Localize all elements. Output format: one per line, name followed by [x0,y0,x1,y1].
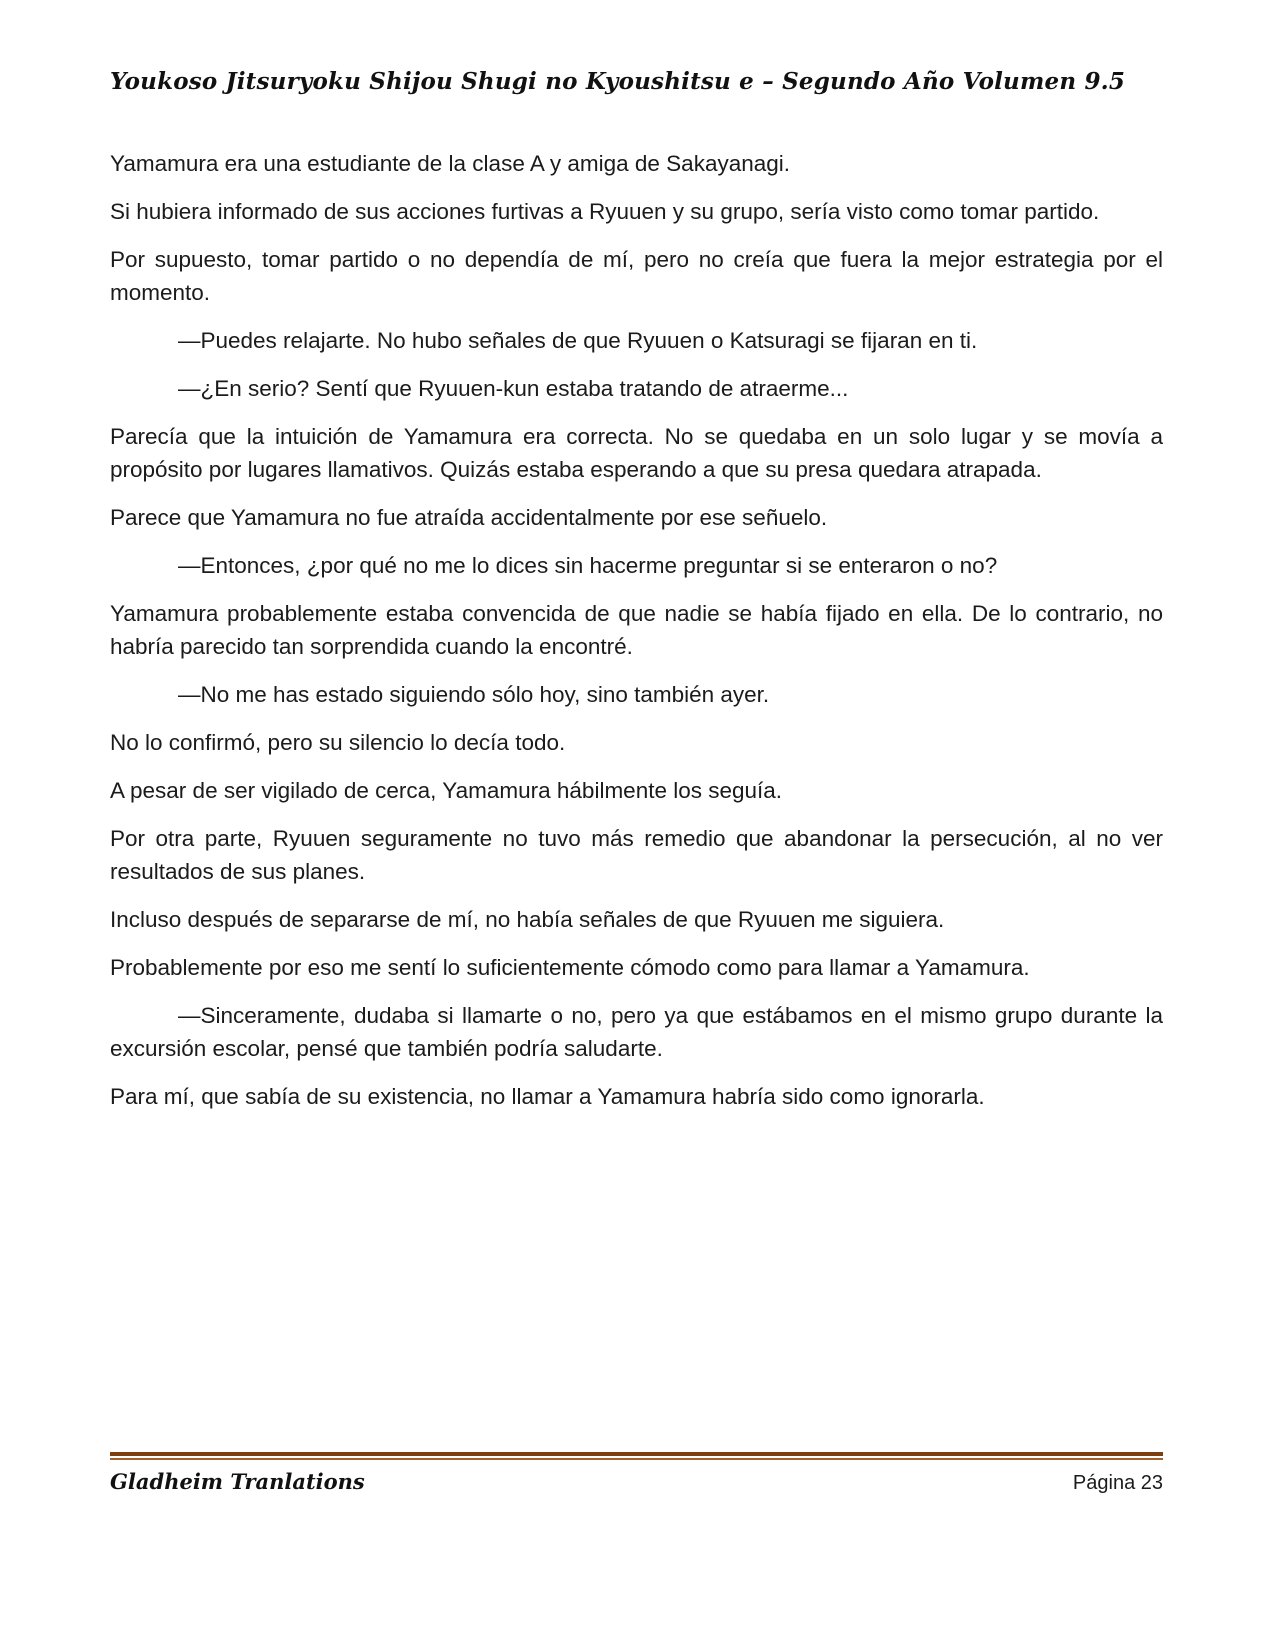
paragraph: Por supuesto, tomar partido o no dependía de mí, pero no creía que fuera la mejor estrategia por el momento. [110,247,1163,305]
footer-rule-thick [110,1452,1163,1456]
footer-translator-credit: Gladheim Tranlations [110,1469,365,1494]
paragraph: —¿En serio? Sentí que Ryuuen-kun estaba tratando de atraerme... [178,376,849,401]
paragraph: Para mí, que sabía de su existencia, no llamar a Yamamura habría sido como ignorarla. [110,1084,985,1109]
page-header-title: Youkoso Jitsuryoku Shijou Shugi no Kyoushitsu e – Segundo Año Volumen 9.5 [110,68,1126,95]
paragraph: Yamamura era una estudiante de la clase A y amiga de Sakayanagi. [110,151,791,176]
footer-row [110,1469,1163,1495]
paragraph: A pesar de ser vigilado de cerca, Yamamura hábilmente los seguía. [110,778,783,803]
paragraph: Yamamura probablemente estaba convencida de que nadie se había fijado en ella. De lo contrario, no habría parecido tan sorprendida cuando la encontré. [110,601,1163,659]
footer-page-number: Página 23 [1072,1472,1163,1494]
document-body [110,147,1163,1113]
paragraph: Parece que Yamamura no fue atraída accidentalmente por ese señuelo. [110,505,828,530]
document-content [110,68,1163,1128]
page-footer [110,1452,1163,1495]
paragraph: Por otra parte, Ryuuen seguramente no tuvo más remedio que abandonar la persecución, al no ver resultados de sus planes. [110,826,1163,884]
footer-rule-thin [110,1458,1163,1460]
paragraph: —No me has estado siguiendo sólo hoy, sino también ayer. [178,682,770,707]
paragraph: Incluso después de separarse de mí, no había señales de que Ryuuen me siguiera. [110,907,945,932]
paragraph: —Sinceramente, dudaba si llamarte o no, pero ya que estábamos en el mismo grupo durante la excursión escolar, pensé que también podría saludarte. [110,1003,1163,1061]
paragraph: Parecía que la intuición de Yamamura era correcta. No se quedaba en un solo lugar y se movía a propósito por lugares llamativos. Quizás estaba esperando a que su presa quedara atrapada. [110,424,1163,482]
paragraph: No lo confirmó, pero su silencio lo decía todo. [110,730,566,755]
paragraph: Probablemente por eso me sentí lo suficientemente cómodo como para llamar a Yamamura. [110,955,1030,980]
paragraph: Si hubiera informado de sus acciones furtivas a Ryuuen y su grupo, sería visto como tomar partido. [110,199,1100,224]
paragraph: —Puedes relajarte. No hubo señales de que Ryuuen o Katsuragi se fijaran en ti. [178,328,978,353]
paragraph: —Entonces, ¿por qué no me lo dices sin hacerme preguntar si se enteraron o no? [178,553,998,578]
